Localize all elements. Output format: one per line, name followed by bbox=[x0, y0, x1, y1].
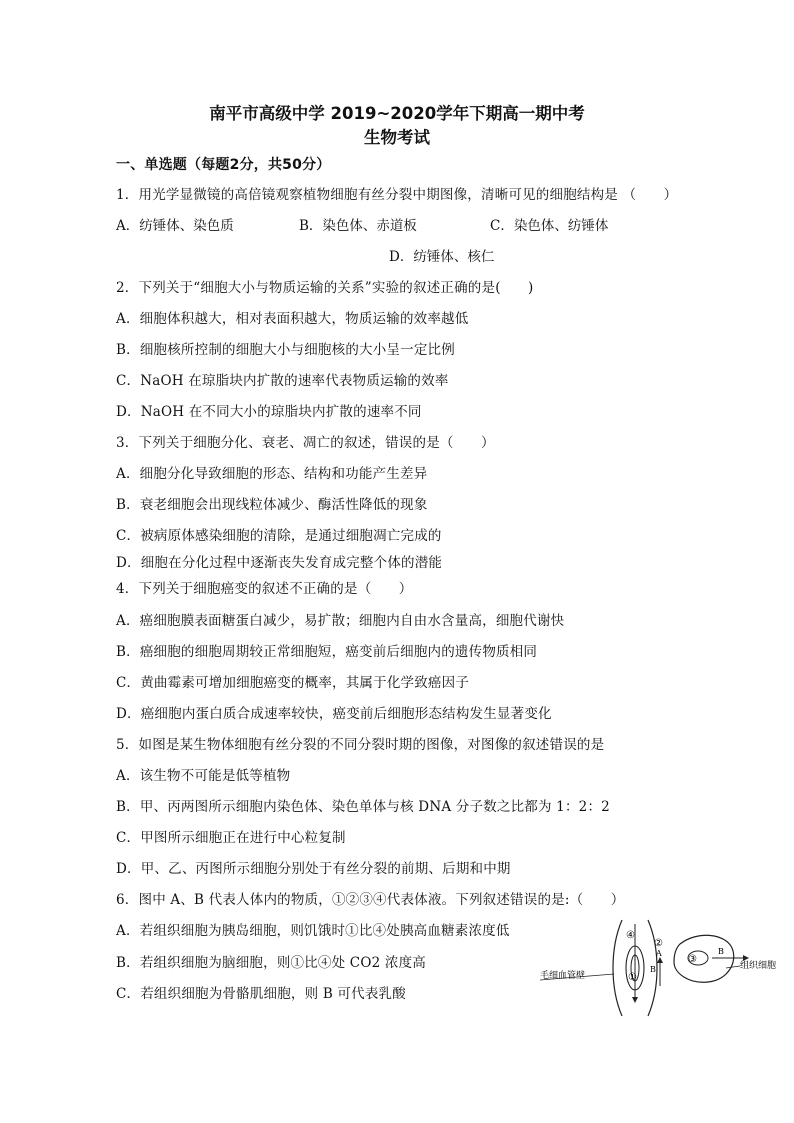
question-2-option-a: A．细胞体积越大，相对表面积越大，物质运输的效率越低 bbox=[116, 311, 469, 327]
question-5-option-a: A．该生物不可能是低等植物 bbox=[116, 768, 291, 784]
question-1-option-a: A．纺锤体、染色质 bbox=[116, 218, 234, 234]
question-4-option-d: D．癌细胞内蛋白质合成速率较快，癌变前后细胞形态结构发生显著变化 bbox=[116, 706, 552, 722]
question-3-stem: 3．下列关于细胞分化、衰老、凋亡的叙述，错误的是（ ） bbox=[116, 435, 495, 451]
question-3-option-b: B．衰老细胞会出现线粒体减少、酶活性降低的现象 bbox=[116, 497, 428, 513]
label-substance-a: A bbox=[656, 949, 662, 958]
question-5-option-d: D．甲、乙、丙图所示细胞分别处于有丝分裂的前期、后期和中期 bbox=[116, 861, 511, 877]
section-heading-single-choice: 一、单选题（每题2分，共50分） bbox=[116, 157, 331, 173]
label-fluid-1: ① bbox=[628, 972, 637, 983]
tissue-leader-line bbox=[726, 966, 740, 968]
tissue-cell-outline bbox=[674, 935, 734, 982]
question-1-option-b: B．染色体、赤道板 bbox=[299, 218, 417, 234]
question-4-option-c: C．黄曲霉素可增加细胞癌变的概率，其属于化学致癌因子 bbox=[116, 675, 470, 691]
question-4-option-b: B．癌细胞的细胞周期较正常细胞短，癌变前后细胞内的遗传物质相同 bbox=[116, 644, 538, 660]
question-6-option-b: B．若组织细胞为脑细胞，则①比④处 CO2 浓度高 bbox=[116, 955, 426, 971]
question-3-option-a: A．细胞分化导致细胞的形态、结构和功能产生差异 bbox=[116, 466, 428, 482]
label-fluid-3: ③ bbox=[688, 954, 697, 965]
question-4-stem: 4．下列关于细胞癌变的叙述不正确的是（ ） bbox=[116, 581, 413, 597]
exam-title-line1: 南平市高级中学 2019~2020学年下期高一期中考 bbox=[209, 104, 585, 123]
label-capillary-wall: 毛细血管壁 bbox=[540, 971, 586, 981]
question-1-stem: 1．用光学显微镜的高倍镜观察植物细胞有丝分裂中期图像，清晰可见的细胞结构是 （ ） bbox=[116, 187, 678, 203]
body-fluid-diagram bbox=[540, 918, 788, 1018]
label-fluid-4: ④ bbox=[626, 930, 635, 941]
label-substance-b-left: B bbox=[650, 965, 656, 974]
question-2-stem: 2．下列关于“细胞大小与物质运输的关系”实验的叙述正确的是( ) bbox=[116, 280, 534, 296]
question-6-option-a: A．若组织细胞为胰岛细胞，则饥饿时①比④处胰高血糖素浓度低 bbox=[116, 923, 510, 939]
question-1-option-c: C．染色体、纺锤体 bbox=[490, 218, 609, 234]
question-5-stem: 5．如图是某生物体细胞有丝分裂的不同分裂时期的图像，对图像的叙述错误的是 bbox=[116, 737, 605, 753]
label-fluid-2: ② bbox=[654, 938, 663, 949]
question-2-option-c: C．NaOH 在琼脂块内扩散的速率代表物质运输的效率 bbox=[116, 373, 449, 389]
question-3-option-d: D．细胞在分化过程中逐渐丧失发育成完整个体的潜能 bbox=[116, 555, 443, 571]
question-1-option-d: D．纺锤体、核仁 bbox=[389, 249, 495, 265]
label-tissue-cell: 组织细胞 bbox=[740, 961, 777, 971]
exam-title-line2: 生物考试 bbox=[364, 128, 430, 147]
question-2-option-d: D．NaOH 在不同大小的琼脂块内扩散的速率不同 bbox=[116, 404, 422, 420]
question-5-option-c: C．甲图所示细胞正在进行中心粒复制 bbox=[116, 830, 346, 846]
question-6-stem: 6．图中 A、B 代表人体内的物质，①②③④代表体液。下列叙述错误的是:（ ） bbox=[116, 892, 625, 908]
question-2-option-b: B．细胞核所控制的细胞大小与细胞核的大小呈一定比例 bbox=[116, 342, 455, 358]
question-4-option-a: A．癌细胞膜表面糖蛋白减少，易扩散；细胞内自由水含量高，细胞代谢快 bbox=[116, 613, 565, 629]
question-5-option-b: B．甲、丙两图所示细胞内染色体、染色单体与核 DNA 分子数之比都为 1：2：2 bbox=[116, 799, 610, 815]
question-6-option-c: C．若组织细胞为骨骼肌细胞，则 B 可代表乳酸 bbox=[116, 986, 406, 1002]
label-substance-b-right: B bbox=[718, 947, 724, 956]
question-3-option-c: C．被病原体感染细胞的清除，是通过细胞凋亡完成的 bbox=[116, 528, 442, 544]
